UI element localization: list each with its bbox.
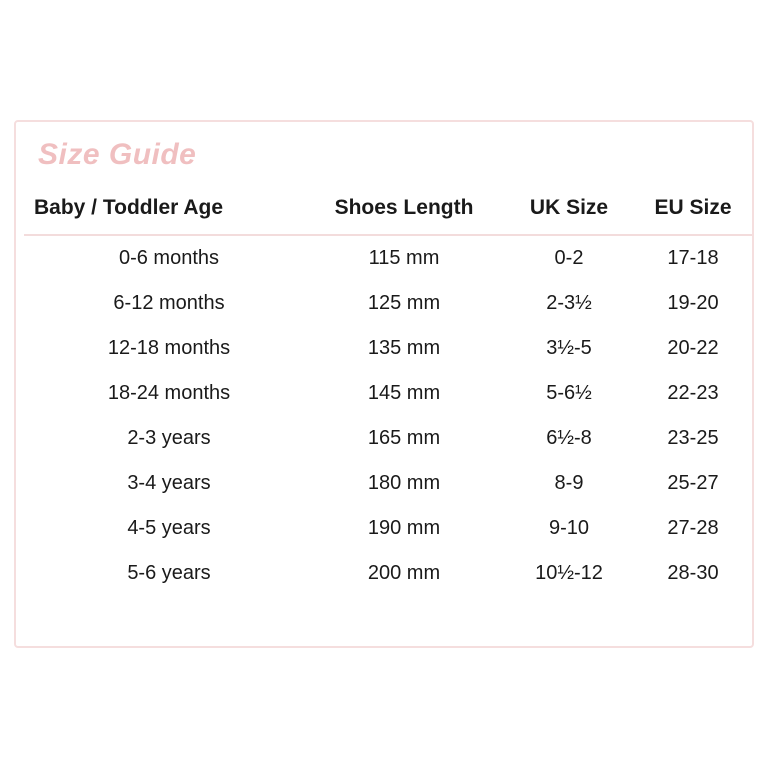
cell-age: 12-18 months xyxy=(107,337,231,359)
cell-age: 4-5 years xyxy=(127,517,211,539)
cell-uk: 3½-5 xyxy=(546,337,592,359)
cell-length: 145 mm xyxy=(367,382,441,404)
cell-length: 200 mm xyxy=(367,562,441,584)
cell-length: 180 mm xyxy=(367,472,441,494)
table-row xyxy=(24,506,752,551)
cell-length: 165 mm xyxy=(367,427,441,449)
cell-eu: 22-23 xyxy=(667,382,719,404)
cell-age: 2-3 years xyxy=(127,427,211,449)
table-row xyxy=(24,235,752,281)
cell-length: 135 mm xyxy=(367,337,441,359)
cell-eu: 17-18 xyxy=(667,247,719,269)
column-header-eu: EU Size xyxy=(634,190,752,235)
cell-uk: 6½-8 xyxy=(546,427,592,449)
table-row xyxy=(24,281,752,326)
page-title: Size Guide xyxy=(38,138,197,171)
table-row xyxy=(24,461,752,506)
cell-length: 115 mm xyxy=(368,247,440,269)
cell-uk: 0-2 xyxy=(554,247,584,269)
table-body xyxy=(24,235,752,596)
column-header-length: Shoes Length xyxy=(304,190,504,235)
cell-eu: 27-28 xyxy=(667,517,719,539)
cell-age: 6-12 months xyxy=(113,292,225,314)
cell-age: 18-24 months xyxy=(107,382,231,404)
cell-uk: 10½-12 xyxy=(535,562,603,584)
cell-length: 125 mm xyxy=(367,292,441,314)
size-guide-table xyxy=(24,190,752,596)
table-header-row xyxy=(24,190,752,235)
table-row xyxy=(24,371,752,416)
cell-uk: 9-10 xyxy=(548,517,590,539)
cell-uk: 2-3½ xyxy=(546,292,592,314)
cell-age: 5-6 years xyxy=(127,562,211,584)
cell-length: 190 mm xyxy=(367,517,441,539)
table-row xyxy=(24,551,752,596)
size-guide-card xyxy=(14,120,754,648)
cell-uk: 5-6½ xyxy=(546,382,592,404)
table-row xyxy=(24,416,752,461)
table-header xyxy=(24,190,752,235)
table-row xyxy=(24,326,752,371)
column-header-uk: UK Size xyxy=(504,190,634,235)
cell-eu: 23-25 xyxy=(667,427,719,449)
cell-age: 0-6 months xyxy=(118,247,220,269)
column-header-age: Baby / Toddler Age xyxy=(24,190,304,235)
cell-eu: 25-27 xyxy=(667,472,719,494)
cell-eu: 20-22 xyxy=(667,337,719,359)
cell-age: 3-4 years xyxy=(127,472,211,494)
cell-uk: 8-9 xyxy=(554,472,584,494)
cell-eu: 19-20 xyxy=(667,292,719,314)
cell-eu: 28-30 xyxy=(667,562,719,584)
